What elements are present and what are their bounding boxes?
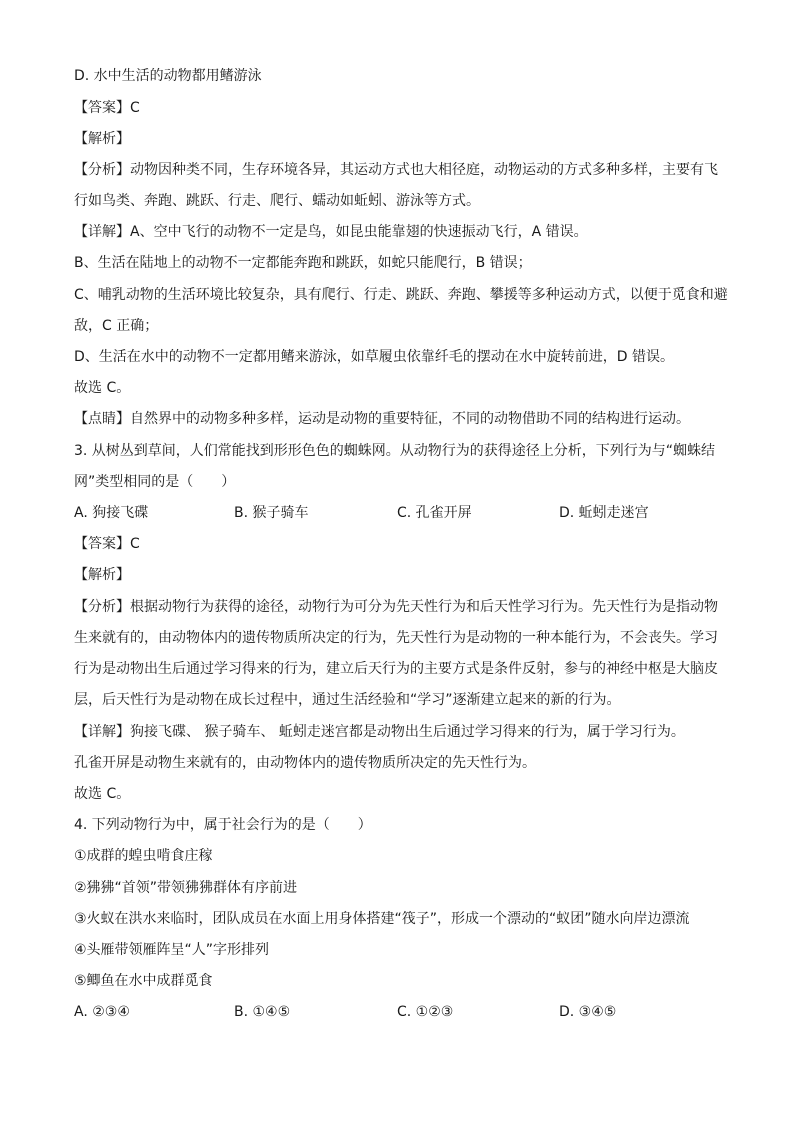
q3-analysis-header: 【解析】 [74,567,130,583]
q4-item-5: ⑤鲫鱼在水中成群觅食 [74,973,213,989]
q3-stem-line-1: 3. 从树丛到草间，人们常能找到形形色色的蜘蛛网。从动物行为的获得途径上分析，下列行为与“蜘蛛结 [74,443,716,459]
q4-option-a: A. ②③④ [74,1004,130,1020]
q3-xiangjie-line-2: 孔雀开屏是动物生来就有的，由动物体内的遗传物质所决定的先天性行为。 [74,755,536,771]
q3-xiangjie-line-1: 【详解】狗接飞碟、 猴子骑车、 蚯蚓走迷宫都是动物出生后通过学习得来的行为，属于学习行为。 [74,724,685,740]
q4-item-1: ①成群的蝗虫啃食庄稼 [74,848,213,864]
q3-choose: 故选 C。 [74,786,131,802]
q2-xiangjie-line-1: 【详解】A、空中飞行的动物不一定是鸟，如昆虫能靠翅的快速振动飞行，A 错误。 [74,224,588,240]
q2-answer: 【答案】C [74,100,140,116]
q3-fenxi-line-3: 行为是动物出生后通过学习得来的行为，建立后天行为的主要方式是条件反射，参与的神经中枢是大脑皮 [74,661,718,677]
q4-item-3: ③火蚁在洪水来临时，团队成员在水面上用身体搭建“筏子”，形成一个漂动的“蚁团”随水向岸边漂流 [74,911,690,927]
q4-item-2: ②狒狒“首领”带领狒狒群体有序前进 [74,880,298,896]
q2-explain-d: D、生活在水中的动物不一定都用鳍来游泳，如草履虫依靠纤毛的摆动在水中旋转前进，D 错误。 [74,349,675,365]
q3-fenxi-line-2: 生来就有的，由动物体内的遗传物质所决定的行为，先天性行为是动物的一种本能行为，不会丧失。学习 [74,630,718,646]
q3-option-b: B. 猴子骑车 [234,505,309,521]
q4-item-4: ④头雁带领雁阵呈“人”字形排列 [74,942,270,958]
q2-choose: 故选 C。 [74,380,131,396]
q2-analysis-header: 【解析】 [74,131,130,147]
q3-option-c: C. 孔雀开屏 [397,505,472,521]
q3-fenxi-line-4: 层，后天性行为是动物在成长过程中，通过生活经验和“学习”逐渐建立起来的新的行为。 [74,692,621,708]
q3-option-d: D. 蚯蚓走迷宫 [559,505,649,521]
q3-fenxi-line-1: 【分析】根据动物行为获得的途径，动物行为可分为先天性行为和后天性学习行为。先天性行为是指动物 [74,599,718,615]
q4-option-b: B. ①④⑤ [234,1004,291,1020]
q2-fenxi-line-1: 【分析】动物因种类不同，生存环境各异，其运动方式也大相径庭，动物运动的方式多种多样，主要有飞 [74,162,718,178]
q3-stem-line-2: 网”类型相同的是（ ） [74,474,236,490]
q4-stem: 4. 下列动物行为中，属于社会行为的是（ ） [74,817,372,833]
q2-explain-c-2: 敌，C 正确； [74,318,159,334]
q2-fenxi-line-2: 行如鸟类、奔跑、跳跃、行走、爬行、蠕动如蚯蚓、游泳等方式。 [74,193,480,209]
q4-option-c: C. ①②③ [397,1004,454,1020]
q2-option-d: D. 水中生活的动物都用鳍游泳 [74,68,262,84]
q4-option-d: D. ③④⑤ [559,1004,617,1020]
q2-explain-b: B、生活在陆地上的动物不一定都能奔跑和跳跃，如蛇只能爬行，B 错误； [74,255,532,271]
q2-dianjing: 【点睛】自然界中的动物多种多样，运动是动物的重要特征，不同的动物借助不同的结构进行运动。 [74,411,690,427]
q2-explain-c-1: C、哺乳动物的生活环境比较复杂，具有爬行、行走、跳跃、奔跑、攀援等多种运动方式，以便于觅食和避 [74,287,728,303]
q3-answer: 【答案】C [74,536,140,552]
q3-option-a: A. 狗接飞碟 [74,505,149,521]
